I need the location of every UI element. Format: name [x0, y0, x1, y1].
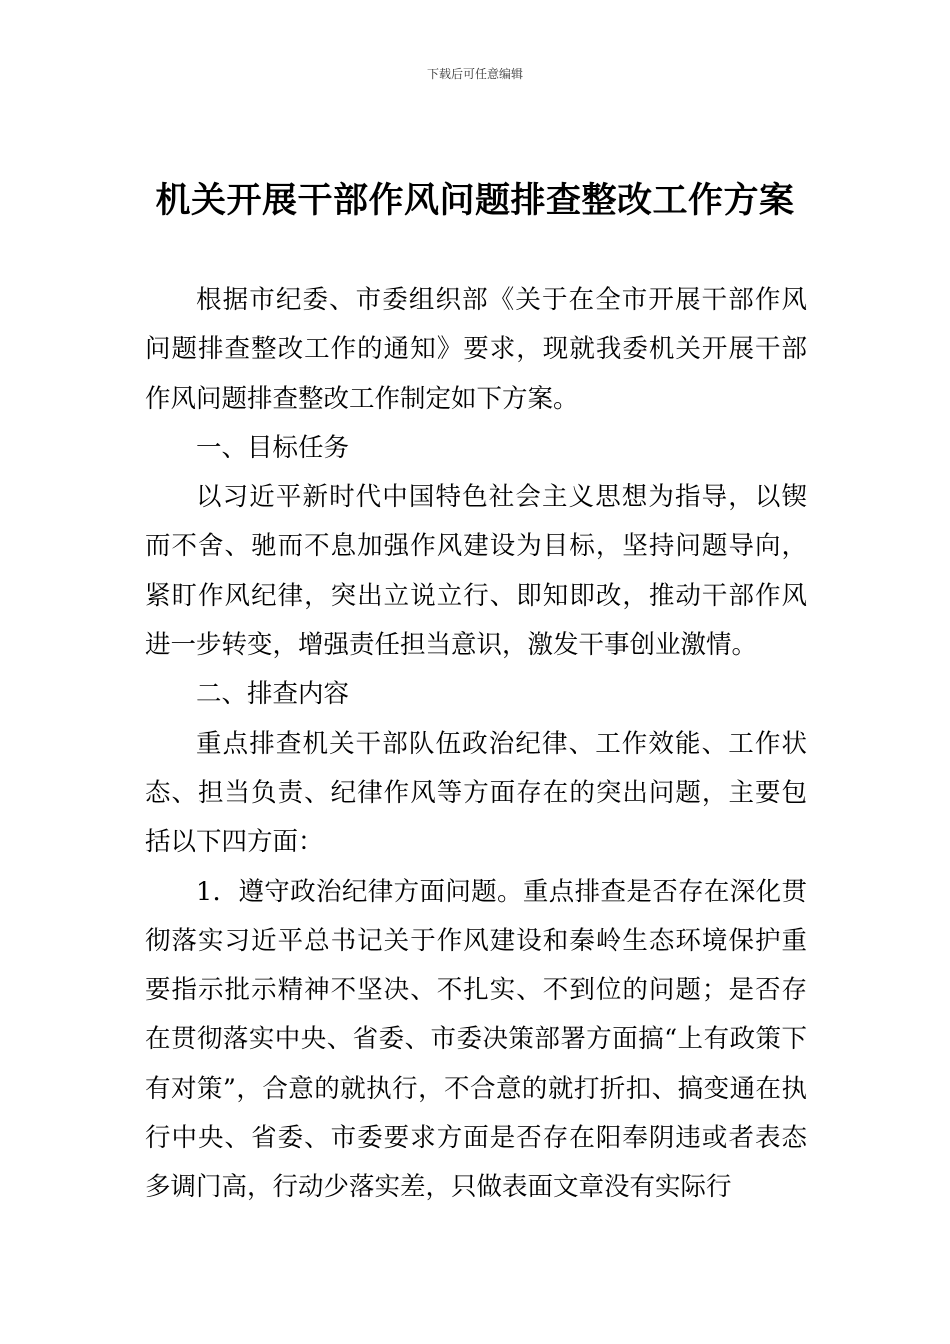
paragraph-objectives: 以习近平新时代中国特色社会主义思想为指导，以锲而不舍、驰而不息加强作风建设为目标，坚持问题导向，紧盯作风纪律，突出立说立行、即知即改，推动干部作风进一步转变，增强责任担当意识，激发干事创业激情。	[145, 482, 807, 661]
paragraph-item-1: 1．遵守政治纪律方面问题。重点排查是否存在深化贯彻落实习近平总书记关于作风建设和秦岭生态环境保护重要指示批示精神不坚决、不扎实、不到位的问题；是否存在贯彻落实中央、省委、市委决策部署方面搞“上有政策下有对策”，合意的就执行，不合意的就打折扣、搞变通在执行中央、省委、市委要求方面是否存在阳奉阴违或者表态多调门高，行动少落实差，只做表面文章没有实际行	[145, 876, 807, 1203]
section-heading-objectives: 一、目标任务	[196, 432, 350, 463]
section-heading-content: 二、排查内容	[196, 679, 350, 710]
document-body	[145, 276, 807, 1213]
paragraph-content-overview: 重点排查机关干部队伍政治纪律、工作效能、工作状态、担当负责、纪律作风等方面存在的突出问题，主要包括以下四方面：	[145, 728, 807, 858]
paragraph-intro: 根据市纪委、市委组织部《关于在全市开展干部作风问题排查整改工作的通知》要求，现就我委机关开展干部作风问题排查整改工作制定如下方案。	[145, 285, 807, 414]
document-title: 机关开展干部作风问题排查整改工作方案	[155, 181, 795, 221]
header-note: 下载后可任意编辑	[426, 67, 523, 81]
